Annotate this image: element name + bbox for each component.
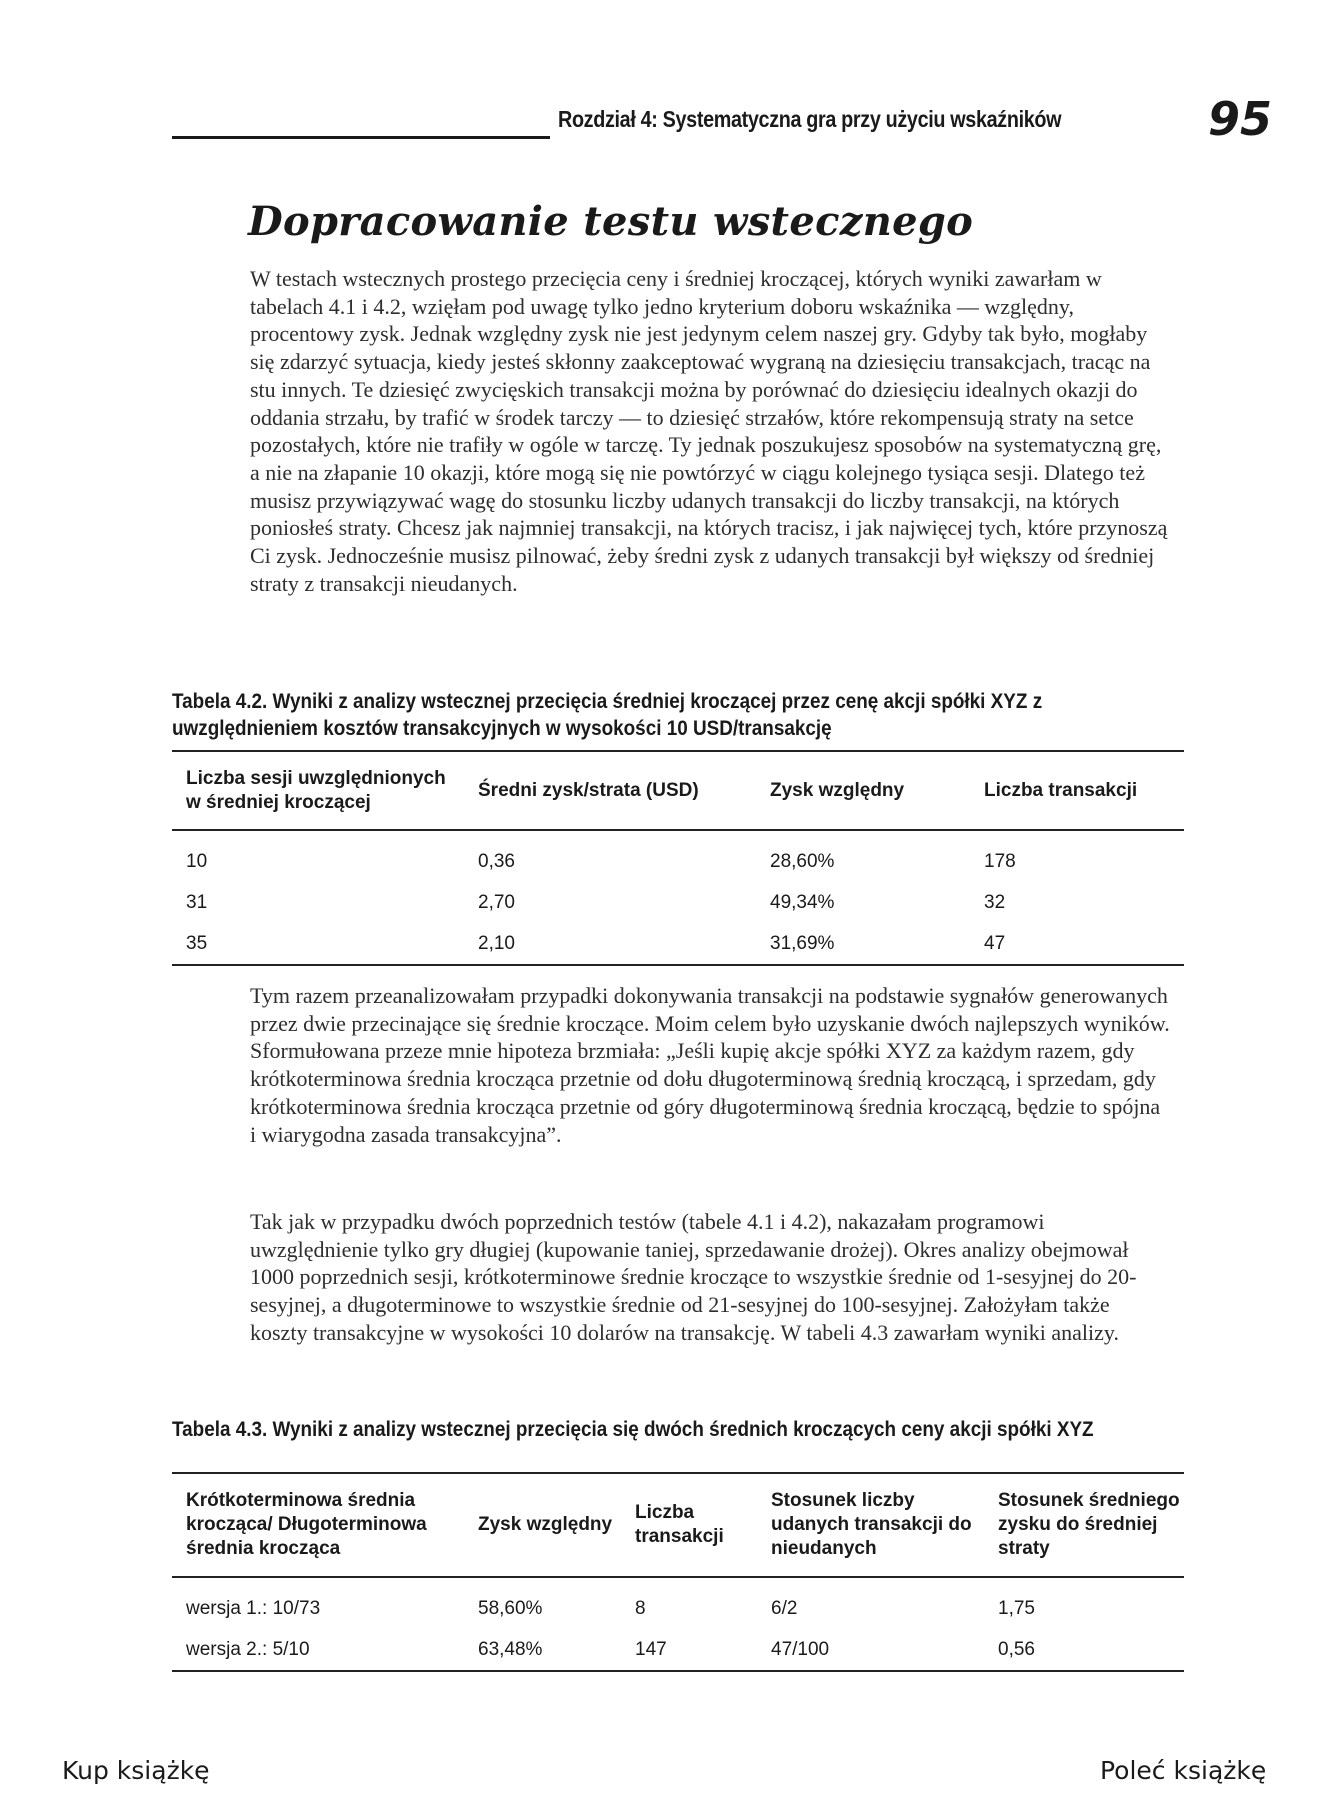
section-title: Dopracowanie testu wstecznego [248, 198, 974, 245]
table-cell: 147 [621, 1629, 757, 1671]
paragraph: Tak jak w przypadku dwóch poprzednich testów (tabele 4.1 i 4.2), nakazałam programowi uwzględnienie tylko gry długiej (kupowanie taniej, sprzedawanie drożej). Okres analizy obejmował 1000 poprzednich sesji, krótkoterminowe średnie kroczące to wszystkie średnie od 1-sesyjnej do 20-sesyjnej, a długoterminowe to wszystkie średnie od 21-sesyjnej do 100-sesyjnej. Założyłam także koszty transakcyjne w wysokości 10 dolarów na transakcję. W tabeli 4.3 zawarłam wyniki analizy. [250, 1209, 1137, 1345]
results-table-4-2 [172, 750, 1184, 966]
column-header: Stosunek liczby udanych transakcji do nieudanych [757, 1473, 984, 1577]
table-cell: 178 [984, 850, 1016, 872]
table-row [172, 1577, 1184, 1629]
table-cell: wersja 1.: 10/73 [186, 1597, 321, 1619]
table-cell: 58,60% [478, 1597, 543, 1619]
paragraph: W testach wstecznych prostego przecięcia ceny i średniej kroczącej, których wyniki zawarłam w tabelach 4.1 i 4.2, wzięłam pod uwagę tylko jedno kryterium doboru wskaźnika — względny, procentowy zysk. Jednak względny zysk nie jest jedynym celem naszej gry. Gdyby tak było, mogłaby się zdarzyć sytuacja, kiedy jesteś skłonny zaakceptować wygraną na dziesięciu transakcjach, tracąc na stu innych. Te dziesięć zwycięskich transakcji można by porównać do dziesięciu idealnych okazji do oddania strzału, by trafić w środek tarczy — to dziesięć strzałów, które rekompensują straty na setce pozostałych, które nie trafiły w ogóle w tarczę. Ty jednak poszukujesz sposobów na systematyczną grę, a nie na złapanie 10 okazji, które mogą się nie powtórzyć w ciągu kolejnego tysiąca sesji. Dlatego też musisz przywiązywać wagę do stosunku liczby udanych transakcji do liczby transakcji, na których poniosłeś straty. Chcesz jak najmniej transakcji, na których tracisz, i jak najwięcej tych, które przynoszą Ci zysk. Jednocześnie musisz pilnować, żeby średni zysk z udanych transakcji był większy od średniej straty z transakcji nieudanych. [250, 266, 1168, 596]
table-cell: 10 [186, 850, 208, 872]
table-cell: 49,34% [770, 891, 835, 913]
table-header-row [172, 1473, 1184, 1577]
table-cell: 47/100 [757, 1629, 984, 1671]
table-row [172, 923, 1184, 965]
column-header: Stosunek średniego zysku do średniej straty [984, 1473, 1184, 1577]
column-header: Liczba transakcji [621, 1473, 757, 1577]
page-header [172, 92, 1273, 146]
table-header-row [172, 751, 1184, 830]
table-row [172, 1629, 1184, 1671]
column-header: Liczba sesji uwzględnionych w średniej kroczącej [172, 751, 464, 830]
table-cell: 0,56 [984, 1629, 1184, 1671]
column-header: Krótkoterminowa średnia krocząca/ Długoterminowa średnia krocząca [172, 1473, 464, 1577]
buy-book-link[interactable]: Kup książkę [62, 1756, 210, 1785]
recommend-book-link[interactable]: Poleć książkę [1100, 1756, 1267, 1785]
results-table-4-3 [172, 1472, 1184, 1672]
table-cell: 31,69% [756, 923, 970, 965]
column-header: Zysk względny [464, 1473, 621, 1577]
page-number: 95 [1208, 92, 1273, 146]
table-caption: Tabela 4.3. Wyniki z analizy wstecznej przecięcia się dwóch średnich kroczących ceny akcji spółki XYZ [172, 1418, 1094, 1441]
table-row [172, 830, 1184, 882]
table-cell: 0,36 [478, 850, 515, 872]
table-cell: 35 [172, 923, 464, 965]
column-header: Liczba transakcji [970, 751, 1184, 830]
table-cell: 31 [186, 891, 208, 913]
header-rule [172, 136, 550, 139]
table-cell: 28,60% [770, 850, 835, 872]
table-caption: Tabela 4.2. Wyniki z analizy wstecznej przecięcia średniej kroczącej przez cenę akcji spółki XYZ z uwzględnieniem kosztów transakcyjnych w wysokości 10 USD/transakcję [172, 690, 1043, 740]
column-header: Średni zysk/strata (USD) [464, 751, 756, 830]
chapter-title: Rozdział 4: Systematyczna gra przy użyciu wskaźników [558, 106, 1062, 132]
table-cell: 2,70 [478, 891, 515, 913]
table-cell: 47 [970, 923, 1184, 965]
table-row [172, 882, 1184, 923]
table-cell: 8 [635, 1597, 646, 1619]
table-cell: 63,48% [464, 1629, 621, 1671]
table-cell: 2,10 [464, 923, 756, 965]
paragraph: Tym razem przeanalizowałam przypadki dokonywania transakcji na podstawie sygnałów generowanych przez dwie przecinające się średnie kroczące. Moim celem było uzyskanie dwóch najlepszych wyników. Sformułowana przeze mnie hipoteza brzmiała: „Jeśli kupię akcje spółki XYZ za każdym razem, gdy krótkoterminowa średnia krocząca przetnie od dołu długoterminową średnią kroczącą, i sprzedam, gdy krótkoterminowa średnia krocząca przetnie od góry długoterminową średnia kroczącą, będzie to spójna i wiarygodna zasada transakcyjna”. [250, 983, 1170, 1147]
table-cell: 1,75 [998, 1597, 1035, 1619]
table-cell: 6/2 [771, 1597, 798, 1619]
column-header: Zysk względny [756, 751, 970, 830]
table-cell: 32 [984, 891, 1006, 913]
table-cell: wersja 2.: 5/10 [172, 1629, 464, 1671]
